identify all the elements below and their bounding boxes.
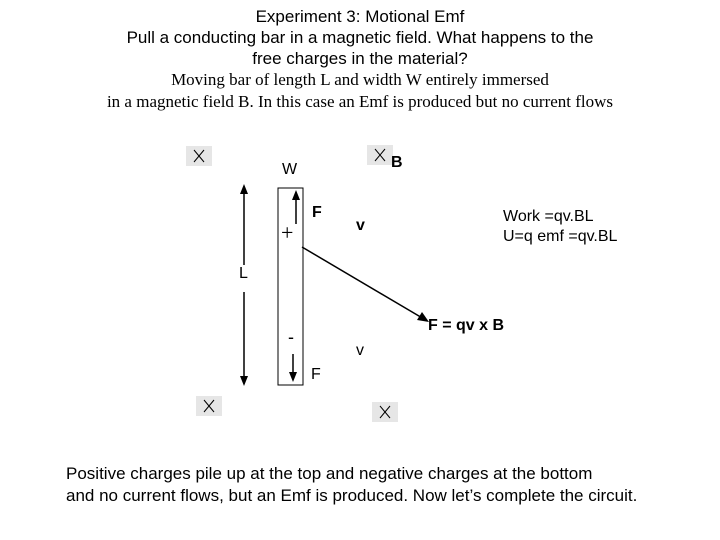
velocity-label-bottom: v xyxy=(356,342,364,359)
velocity-label-top: v xyxy=(356,217,365,234)
length-label: L xyxy=(239,265,248,282)
positive-charge-sign: + xyxy=(281,220,294,245)
field-into-page-icon xyxy=(367,145,393,165)
work-line-1: Work =qv.BL xyxy=(503,208,594,225)
width-label: W xyxy=(282,161,298,178)
field-into-page-icon xyxy=(186,146,212,166)
field-label: B xyxy=(391,154,403,171)
force-arrow-top-head xyxy=(292,190,300,200)
lorentz-force-formula: F = qv x B xyxy=(428,317,505,334)
title-line-2: Pull a conducting bar in a magnetic field. What happens to the xyxy=(126,28,594,47)
negative-charge-sign: - xyxy=(288,327,294,347)
force-label-bottom: F xyxy=(311,366,321,383)
subtitle-line-2: in a magnetic field B. In this case an Emf is produced but no current flows xyxy=(106,92,614,111)
conclusion-text xyxy=(66,463,706,507)
title-line-1: Experiment 3: Motional Emf xyxy=(255,7,465,26)
field-into-page-icon xyxy=(196,396,222,416)
force-label-top: F xyxy=(312,204,322,221)
field-into-page-icon xyxy=(372,402,398,422)
subtitle-line-1: Moving bar of length L and width W entirely immersed xyxy=(171,70,549,89)
length-arrow-bottom-head xyxy=(240,376,248,386)
force-arrow-bottom-head xyxy=(289,372,297,382)
work-equation xyxy=(503,207,617,247)
work-line-2: U=q emf =qv.BL xyxy=(503,228,618,245)
title-line-3: free charges in the material? xyxy=(252,49,468,68)
conducting-bar xyxy=(278,188,303,385)
velocity-arrow xyxy=(302,247,424,319)
length-arrow-top-head xyxy=(240,184,248,194)
conclusion-line-2: and no current flows, but an Emf is produced. Now let’s complete the circuit. xyxy=(66,486,638,505)
conclusion-line-1: Positive charges pile up at the top and negative charges at the bottom xyxy=(66,464,593,483)
